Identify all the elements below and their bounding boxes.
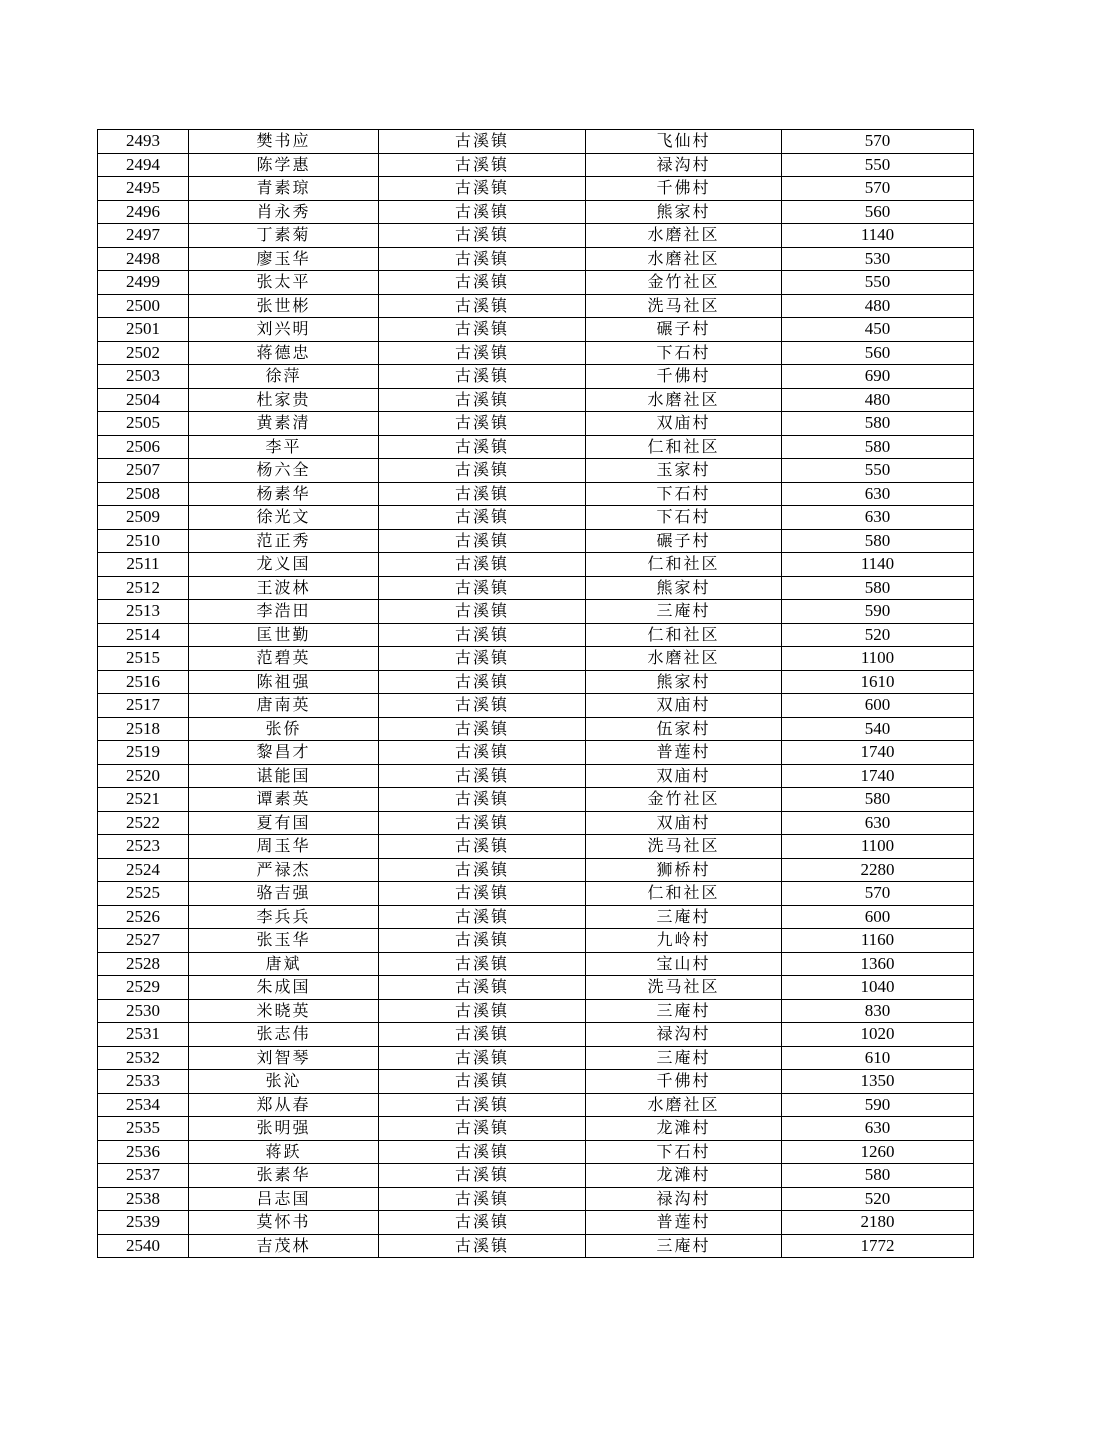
amount-cell: 1610: [782, 670, 974, 694]
amount-cell: 570: [782, 882, 974, 906]
amount-cell: 600: [782, 905, 974, 929]
name-cell: 刘兴明: [189, 318, 379, 342]
town-cell: 古溪镇: [379, 318, 586, 342]
table-row: [98, 976, 974, 1000]
serial-number-cell: 2520: [98, 764, 189, 788]
town-cell: 古溪镇: [379, 741, 586, 765]
table-row: [98, 1023, 974, 1047]
serial-number-cell: 2534: [98, 1093, 189, 1117]
amount-cell: 590: [782, 1093, 974, 1117]
town-cell: 古溪镇: [379, 882, 586, 906]
name-cell: 吕志国: [189, 1187, 379, 1211]
amount-cell: 580: [782, 788, 974, 812]
name-cell: 龙义国: [189, 553, 379, 577]
table-row: [98, 318, 974, 342]
name-cell: 蒋德忠: [189, 341, 379, 365]
name-cell: 张沁: [189, 1070, 379, 1094]
town-cell: 古溪镇: [379, 858, 586, 882]
serial-number-cell: 2509: [98, 506, 189, 530]
name-cell: 严禄杰: [189, 858, 379, 882]
table-row: [98, 459, 974, 483]
table-row: [98, 1117, 974, 1141]
serial-number-cell: 2493: [98, 130, 189, 154]
name-cell: 杨素华: [189, 482, 379, 506]
name-cell: 骆吉强: [189, 882, 379, 906]
town-cell: 古溪镇: [379, 553, 586, 577]
serial-number-cell: 2507: [98, 459, 189, 483]
village-cell: 熊家村: [586, 670, 782, 694]
town-cell: 古溪镇: [379, 247, 586, 271]
serial-number-cell: 2530: [98, 999, 189, 1023]
name-cell: 朱成国: [189, 976, 379, 1000]
serial-number-cell: 2502: [98, 341, 189, 365]
amount-cell: 630: [782, 1117, 974, 1141]
name-cell: 米晓英: [189, 999, 379, 1023]
town-cell: 古溪镇: [379, 1023, 586, 1047]
village-cell: 普莲村: [586, 741, 782, 765]
serial-number-cell: 2527: [98, 929, 189, 953]
serial-number-cell: 2496: [98, 200, 189, 224]
amount-cell: 1350: [782, 1070, 974, 1094]
name-cell: 丁素菊: [189, 224, 379, 248]
serial-number-cell: 2526: [98, 905, 189, 929]
table-row: [98, 1046, 974, 1070]
town-cell: 古溪镇: [379, 929, 586, 953]
serial-number-cell: 2512: [98, 576, 189, 600]
serial-number-cell: 2498: [98, 247, 189, 271]
town-cell: 古溪镇: [379, 1140, 586, 1164]
name-cell: 徐光文: [189, 506, 379, 530]
name-cell: 唐南英: [189, 694, 379, 718]
table-row: [98, 388, 974, 412]
amount-cell: 580: [782, 435, 974, 459]
serial-number-cell: 2494: [98, 153, 189, 177]
name-cell: 郑从春: [189, 1093, 379, 1117]
table-row: [98, 1093, 974, 1117]
name-cell: 张世彬: [189, 294, 379, 318]
table-row: [98, 1211, 974, 1235]
village-cell: 普莲村: [586, 1211, 782, 1235]
name-cell: 莫怀书: [189, 1211, 379, 1235]
village-cell: 碾子村: [586, 318, 782, 342]
town-cell: 古溪镇: [379, 177, 586, 201]
table-row: [98, 1187, 974, 1211]
village-cell: 熊家村: [586, 200, 782, 224]
name-cell: 黎昌才: [189, 741, 379, 765]
town-cell: 古溪镇: [379, 153, 586, 177]
name-cell: 陈祖强: [189, 670, 379, 694]
name-cell: 李平: [189, 435, 379, 459]
serial-number-cell: 2519: [98, 741, 189, 765]
amount-cell: 580: [782, 412, 974, 436]
amount-cell: 1140: [782, 553, 974, 577]
amount-cell: 530: [782, 247, 974, 271]
amount-cell: 590: [782, 600, 974, 624]
amount-cell: 560: [782, 341, 974, 365]
village-cell: 下石村: [586, 506, 782, 530]
amount-cell: 550: [782, 153, 974, 177]
table-row: [98, 741, 974, 765]
table-row: [98, 929, 974, 953]
amount-cell: 450: [782, 318, 974, 342]
amount-cell: 600: [782, 694, 974, 718]
village-cell: 双庙村: [586, 694, 782, 718]
amount-cell: 1740: [782, 764, 974, 788]
town-cell: 古溪镇: [379, 388, 586, 412]
town-cell: 古溪镇: [379, 412, 586, 436]
town-cell: 古溪镇: [379, 600, 586, 624]
town-cell: 古溪镇: [379, 506, 586, 530]
name-cell: 李浩田: [189, 600, 379, 624]
village-cell: 宝山村: [586, 952, 782, 976]
village-cell: 水磨社区: [586, 247, 782, 271]
serial-number-cell: 2531: [98, 1023, 189, 1047]
town-cell: 古溪镇: [379, 1093, 586, 1117]
village-cell: 禄沟村: [586, 1023, 782, 1047]
serial-number-cell: 2508: [98, 482, 189, 506]
town-cell: 古溪镇: [379, 130, 586, 154]
village-cell: 九岭村: [586, 929, 782, 953]
name-cell: 杜家贵: [189, 388, 379, 412]
name-cell: 徐萍: [189, 365, 379, 389]
table-row: [98, 1234, 974, 1258]
serial-number-cell: 2537: [98, 1164, 189, 1188]
serial-number-cell: 2500: [98, 294, 189, 318]
town-cell: 古溪镇: [379, 1046, 586, 1070]
serial-number-cell: 2504: [98, 388, 189, 412]
serial-number-cell: 2535: [98, 1117, 189, 1141]
serial-number-cell: 2497: [98, 224, 189, 248]
amount-cell: 520: [782, 623, 974, 647]
village-cell: 禄沟村: [586, 153, 782, 177]
table-row: [98, 835, 974, 859]
village-cell: 下石村: [586, 341, 782, 365]
table-row: [98, 271, 974, 295]
table-row: [98, 153, 974, 177]
village-cell: 熊家村: [586, 576, 782, 600]
data-table: [97, 129, 974, 1258]
serial-number-cell: 2524: [98, 858, 189, 882]
amount-cell: 560: [782, 200, 974, 224]
town-cell: 古溪镇: [379, 365, 586, 389]
serial-number-cell: 2523: [98, 835, 189, 859]
serial-number-cell: 2518: [98, 717, 189, 741]
village-cell: 玉家村: [586, 459, 782, 483]
town-cell: 古溪镇: [379, 694, 586, 718]
serial-number-cell: 2533: [98, 1070, 189, 1094]
name-cell: 范碧英: [189, 647, 379, 671]
name-cell: 范正秀: [189, 529, 379, 553]
amount-cell: 1160: [782, 929, 974, 953]
amount-cell: 690: [782, 365, 974, 389]
table-row: [98, 482, 974, 506]
table-row: [98, 200, 974, 224]
table-row: [98, 341, 974, 365]
amount-cell: 1020: [782, 1023, 974, 1047]
serial-number-cell: 2539: [98, 1211, 189, 1235]
table-row: [98, 764, 974, 788]
name-cell: 夏有国: [189, 811, 379, 835]
table-row: [98, 1164, 974, 1188]
table-row: [98, 553, 974, 577]
serial-number-cell: 2510: [98, 529, 189, 553]
table-row: [98, 247, 974, 271]
name-cell: 匡世勤: [189, 623, 379, 647]
town-cell: 古溪镇: [379, 271, 586, 295]
amount-cell: 570: [782, 130, 974, 154]
village-cell: 狮桥村: [586, 858, 782, 882]
town-cell: 古溪镇: [379, 717, 586, 741]
table-row: [98, 882, 974, 906]
village-cell: 洗马社区: [586, 976, 782, 1000]
amount-cell: 1100: [782, 647, 974, 671]
name-cell: 谌能国: [189, 764, 379, 788]
town-cell: 古溪镇: [379, 482, 586, 506]
village-cell: 三庵村: [586, 1234, 782, 1258]
amount-cell: 2280: [782, 858, 974, 882]
amount-cell: 1260: [782, 1140, 974, 1164]
table-row: [98, 858, 974, 882]
village-cell: 双庙村: [586, 811, 782, 835]
name-cell: 青素琼: [189, 177, 379, 201]
name-cell: 张侨: [189, 717, 379, 741]
amount-cell: 1100: [782, 835, 974, 859]
amount-cell: 480: [782, 388, 974, 412]
town-cell: 古溪镇: [379, 905, 586, 929]
town-cell: 古溪镇: [379, 459, 586, 483]
serial-number-cell: 2528: [98, 952, 189, 976]
serial-number-cell: 2536: [98, 1140, 189, 1164]
table-row: [98, 952, 974, 976]
town-cell: 古溪镇: [379, 1187, 586, 1211]
name-cell: 廖玉华: [189, 247, 379, 271]
amount-cell: 550: [782, 459, 974, 483]
amount-cell: 630: [782, 506, 974, 530]
serial-number-cell: 2517: [98, 694, 189, 718]
serial-number-cell: 2495: [98, 177, 189, 201]
amount-cell: 550: [782, 271, 974, 295]
village-cell: 水磨社区: [586, 388, 782, 412]
table-row: [98, 905, 974, 929]
town-cell: 古溪镇: [379, 341, 586, 365]
village-cell: 千佛村: [586, 177, 782, 201]
table-row: [98, 811, 974, 835]
village-cell: 三庵村: [586, 905, 782, 929]
table-row: [98, 999, 974, 1023]
amount-cell: 570: [782, 177, 974, 201]
village-cell: 水磨社区: [586, 647, 782, 671]
table-row: [98, 412, 974, 436]
village-cell: 金竹社区: [586, 271, 782, 295]
table-row: [98, 670, 974, 694]
town-cell: 古溪镇: [379, 529, 586, 553]
name-cell: 张玉华: [189, 929, 379, 953]
amount-cell: 580: [782, 576, 974, 600]
table-row: [98, 717, 974, 741]
table-row: [98, 365, 974, 389]
town-cell: 古溪镇: [379, 670, 586, 694]
name-cell: 唐斌: [189, 952, 379, 976]
serial-number-cell: 2538: [98, 1187, 189, 1211]
village-cell: 仁和社区: [586, 882, 782, 906]
village-cell: 三庵村: [586, 999, 782, 1023]
amount-cell: 1772: [782, 1234, 974, 1258]
amount-cell: 1040: [782, 976, 974, 1000]
name-cell: 樊书应: [189, 130, 379, 154]
town-cell: 古溪镇: [379, 952, 586, 976]
name-cell: 张志伟: [189, 1023, 379, 1047]
name-cell: 张素华: [189, 1164, 379, 1188]
serial-number-cell: 2514: [98, 623, 189, 647]
town-cell: 古溪镇: [379, 200, 586, 224]
serial-number-cell: 2501: [98, 318, 189, 342]
village-cell: 仁和社区: [586, 553, 782, 577]
town-cell: 古溪镇: [379, 835, 586, 859]
town-cell: 古溪镇: [379, 811, 586, 835]
town-cell: 古溪镇: [379, 1070, 586, 1094]
name-cell: 陈学惠: [189, 153, 379, 177]
amount-cell: 630: [782, 811, 974, 835]
table-row: [98, 576, 974, 600]
name-cell: 刘智琴: [189, 1046, 379, 1070]
serial-number-cell: 2540: [98, 1234, 189, 1258]
name-cell: 黄素清: [189, 412, 379, 436]
name-cell: 李兵兵: [189, 905, 379, 929]
village-cell: 三庵村: [586, 600, 782, 624]
serial-number-cell: 2505: [98, 412, 189, 436]
serial-number-cell: 2503: [98, 365, 189, 389]
town-cell: 古溪镇: [379, 1234, 586, 1258]
town-cell: 古溪镇: [379, 1117, 586, 1141]
serial-number-cell: 2522: [98, 811, 189, 835]
town-cell: 古溪镇: [379, 294, 586, 318]
village-cell: 龙滩村: [586, 1164, 782, 1188]
village-cell: 下石村: [586, 482, 782, 506]
table-row: [98, 506, 974, 530]
village-cell: 下石村: [586, 1140, 782, 1164]
village-cell: 金竹社区: [586, 788, 782, 812]
table-row: [98, 529, 974, 553]
table-row: [98, 1140, 974, 1164]
name-cell: 张太平: [189, 271, 379, 295]
village-cell: 三庵村: [586, 1046, 782, 1070]
village-cell: 洗马社区: [586, 294, 782, 318]
village-cell: 千佛村: [586, 365, 782, 389]
name-cell: 蒋跃: [189, 1140, 379, 1164]
table-row: [98, 647, 974, 671]
village-cell: 碾子村: [586, 529, 782, 553]
amount-cell: 1140: [782, 224, 974, 248]
serial-number-cell: 2516: [98, 670, 189, 694]
serial-number-cell: 2513: [98, 600, 189, 624]
serial-number-cell: 2525: [98, 882, 189, 906]
village-cell: 禄沟村: [586, 1187, 782, 1211]
table-body: [98, 130, 974, 1258]
town-cell: 古溪镇: [379, 764, 586, 788]
name-cell: 周玉华: [189, 835, 379, 859]
table-row: [98, 130, 974, 154]
table-row: [98, 177, 974, 201]
amount-cell: 580: [782, 1164, 974, 1188]
serial-number-cell: 2499: [98, 271, 189, 295]
name-cell: 王波林: [189, 576, 379, 600]
name-cell: 杨六全: [189, 459, 379, 483]
village-cell: 千佛村: [586, 1070, 782, 1094]
serial-number-cell: 2506: [98, 435, 189, 459]
amount-cell: 830: [782, 999, 974, 1023]
town-cell: 古溪镇: [379, 576, 586, 600]
village-cell: 双庙村: [586, 764, 782, 788]
amount-cell: 540: [782, 717, 974, 741]
village-cell: 水磨社区: [586, 1093, 782, 1117]
table-row: [98, 694, 974, 718]
amount-cell: 580: [782, 529, 974, 553]
amount-cell: 1740: [782, 741, 974, 765]
table-row: [98, 600, 974, 624]
name-cell: 张明强: [189, 1117, 379, 1141]
town-cell: 古溪镇: [379, 976, 586, 1000]
amount-cell: 480: [782, 294, 974, 318]
serial-number-cell: 2511: [98, 553, 189, 577]
town-cell: 古溪镇: [379, 224, 586, 248]
name-cell: 谭素英: [189, 788, 379, 812]
name-cell: 吉茂林: [189, 1234, 379, 1258]
village-cell: 双庙村: [586, 412, 782, 436]
town-cell: 古溪镇: [379, 647, 586, 671]
amount-cell: 610: [782, 1046, 974, 1070]
village-cell: 仁和社区: [586, 435, 782, 459]
name-cell: 肖永秀: [189, 200, 379, 224]
serial-number-cell: 2515: [98, 647, 189, 671]
town-cell: 古溪镇: [379, 1164, 586, 1188]
table-row: [98, 294, 974, 318]
serial-number-cell: 2521: [98, 788, 189, 812]
amount-cell: 630: [782, 482, 974, 506]
town-cell: 古溪镇: [379, 999, 586, 1023]
village-cell: 飞仙村: [586, 130, 782, 154]
amount-cell: 2180: [782, 1211, 974, 1235]
town-cell: 古溪镇: [379, 623, 586, 647]
town-cell: 古溪镇: [379, 1211, 586, 1235]
serial-number-cell: 2529: [98, 976, 189, 1000]
table-row: [98, 1070, 974, 1094]
amount-cell: 520: [782, 1187, 974, 1211]
table-row: [98, 224, 974, 248]
village-cell: 龙滩村: [586, 1117, 782, 1141]
village-cell: 水磨社区: [586, 224, 782, 248]
table-row: [98, 788, 974, 812]
town-cell: 古溪镇: [379, 435, 586, 459]
village-cell: 洗马社区: [586, 835, 782, 859]
serial-number-cell: 2532: [98, 1046, 189, 1070]
table-row: [98, 623, 974, 647]
amount-cell: 1360: [782, 952, 974, 976]
table-row: [98, 435, 974, 459]
village-cell: 伍家村: [586, 717, 782, 741]
village-cell: 仁和社区: [586, 623, 782, 647]
town-cell: 古溪镇: [379, 788, 586, 812]
